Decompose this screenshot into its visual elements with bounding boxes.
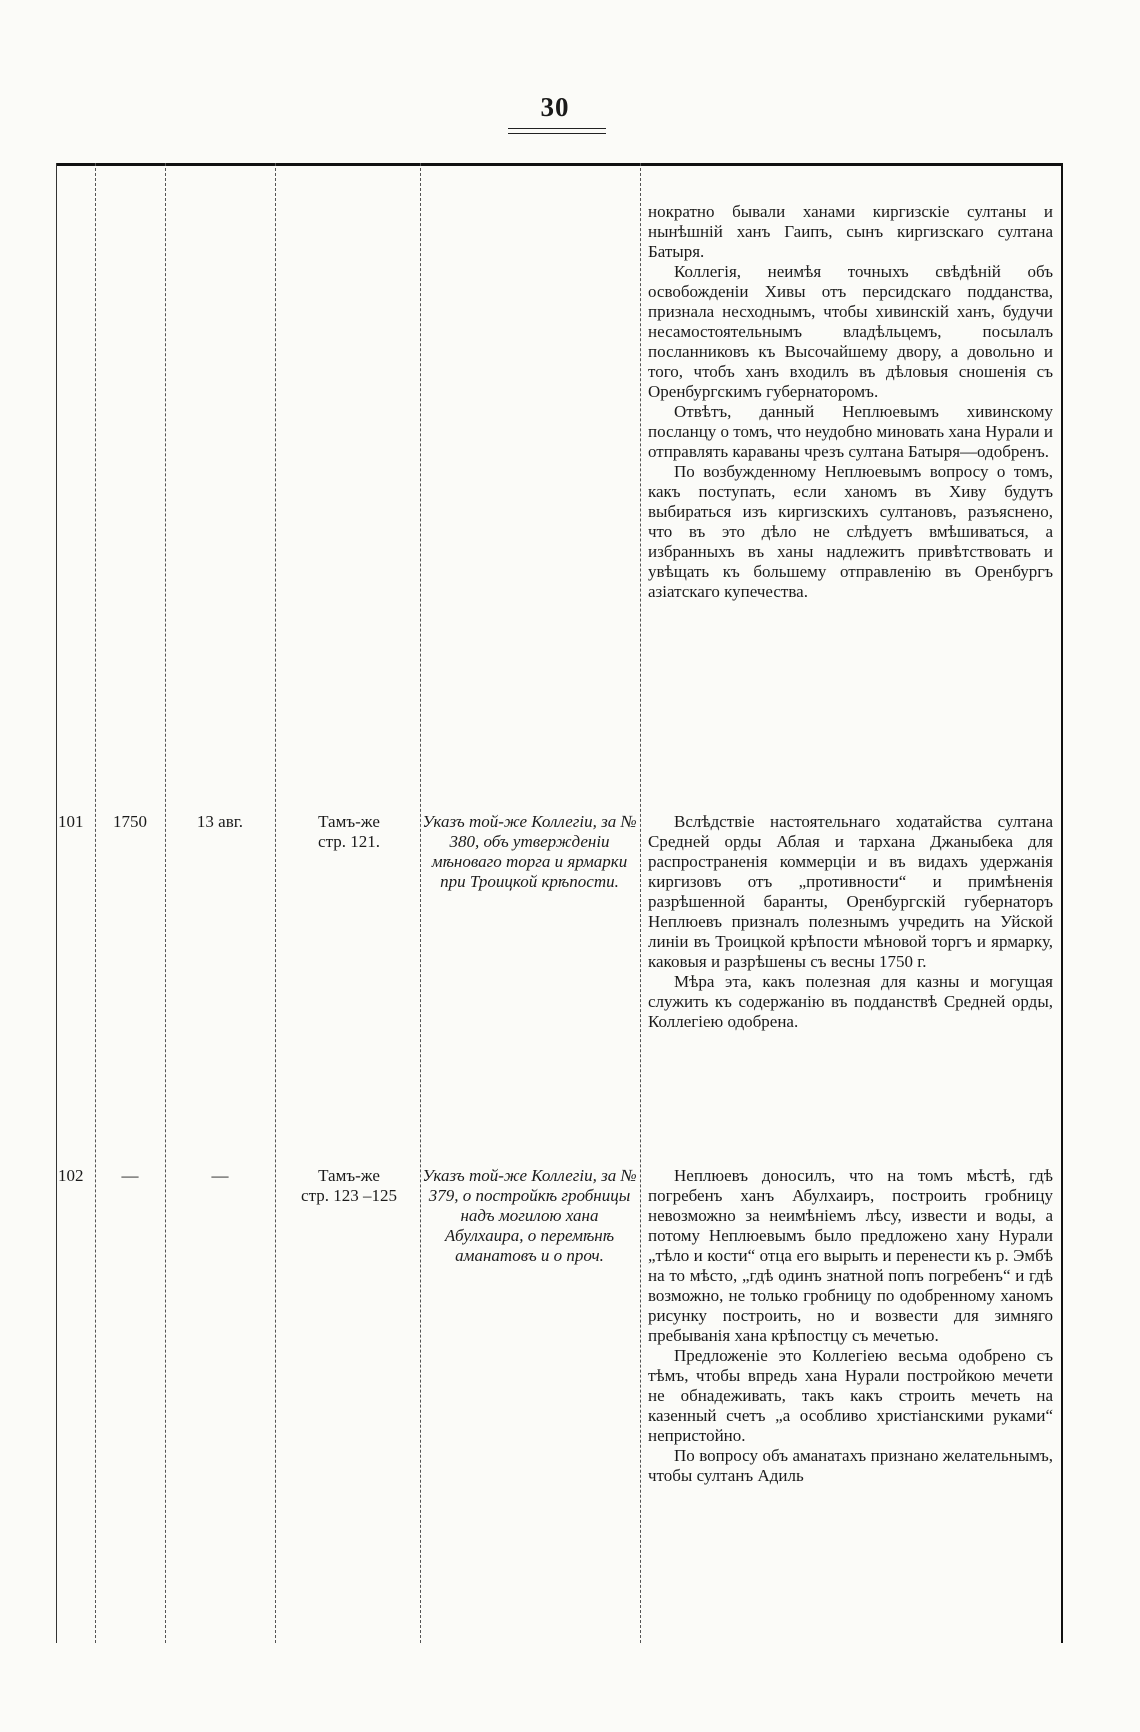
paragraph: По возбужденному Неплюевымъ вопросу о томъ, какъ поступать, если ханомъ въ Хиву будутъ выбираться изъ киргизскихъ султановъ, разъяснено, что въ это дѣло не слѣдуетъ вмѣшиваться, а избранныхъ въ ханы надлежитъ привѣтствовать и увѣщать къ большему отправленію въ Оренбургъ азіатскаго купечества. — [648, 462, 1053, 601]
table-right-border — [1061, 163, 1063, 1643]
entry-year: — — [121, 1166, 139, 1185]
source-line: Тамъ-же — [318, 1166, 380, 1185]
source-line: Тамъ-же — [318, 812, 380, 831]
paragraph: По вопросу объ аманатахъ признано желательнымъ, чтобы султанъ Адиль — [648, 1446, 1053, 1485]
source-line: стр. 123 –125 — [301, 1186, 397, 1205]
paragraph: Коллегія, неимѣя точныхъ свѣдѣній объ освобожденіи Хивы отъ персидскаго подданства, признала несходнымъ, чтобы хивинскій ханъ, будучи несамостоятельнымъ владѣльцемъ, посылалъ посланниковъ къ Высочайшему двору, а довольно и того, чтобъ ханъ входилъ въ дѣловыя сношенія съ Оренбургскимъ губернаторомъ. — [648, 262, 1053, 401]
entry-number: 101 — [58, 812, 84, 831]
column-divider-no — [95, 163, 96, 1643]
paragraph: нократно бывали ханами киргизскіе султаны и нынѣшній ханъ Гаипъ, сынъ киргизскаго султана Батыря. — [648, 202, 1053, 261]
entry-source — [278, 1166, 420, 1206]
entry-title: Указъ той-же Коллегіи, за № 379, о постройкѣ гробницы надъ могилою хана Абулхаира, о перемѣнѣ аманатовъ и о проч. — [422, 1166, 637, 1265]
table-left-border — [56, 163, 57, 1643]
entry-date: 13 авг. — [196, 812, 244, 831]
paragraph: Предложеніе это Коллегіею весьма одобрено съ тѣмъ, чтобы впредь хана Нурали постройкою мечети не обнадеживать, такъ какъ строить мечеть на казенный счетъ „а особливо христіанскими руками“ непристойно. — [648, 1346, 1053, 1445]
page-number-rule-upper — [508, 128, 606, 129]
page-number-rule-lower — [508, 133, 606, 134]
paragraph: Отвѣтъ, данный Неплюевымъ хивинскому посланцу о томъ, что неудобно миновать хана Нурали и отправлять караваны чрезъ султана Батыря—одобренъ. — [648, 402, 1053, 461]
page-number: 30 — [540, 92, 570, 122]
column-divider-source — [420, 163, 421, 1643]
entry-source — [282, 812, 416, 852]
entry-date: — — [211, 1166, 229, 1185]
column-divider-year — [165, 163, 166, 1643]
source-line: стр. 121. — [318, 832, 380, 851]
entry-text — [648, 812, 1053, 1032]
continuation-text — [648, 202, 1053, 602]
column-divider-title — [640, 163, 641, 1643]
entry-year: 1750 — [113, 812, 147, 831]
column-divider-date — [275, 163, 276, 1643]
entry-number: 102 — [58, 1166, 84, 1185]
table-top-rule — [56, 163, 1062, 166]
entry-text — [648, 1166, 1053, 1486]
entry-title: Указъ той-же Коллегіи, за № 380, объ утвержденіи мѣноваго торга и ярмарки при Троицкой крѣпости. — [422, 812, 637, 891]
paragraph: Неплюевъ доносилъ, что на томъ мѣстѣ, гдѣ погребенъ ханъ Абулхаиръ, построить гробницу невозможно за неимѣніемъ лѣсу, извести и воды, а потому Неплюевымъ было предложено хану Нурали „тѣло и кости“ отца его вырыть и перенести къ р. Эмбѣ на то мѣсто, „гдѣ одинъ знатной попъ погребенъ“ и гдѣ возможно, не только гробницу по одобренному ханомъ рисунку построить, но и возвести для зимняго пребыванія хана крѣпостцу съ мечетью. — [648, 1166, 1053, 1345]
paragraph: Вслѣдствіе настоятельнаго ходатайства султана Средней орды Аблая и тархана Джаныбека для распространенія коммерціи и въ видахъ удержанія киргизовъ отъ „противности“ и примѣненія разрѣшенной баранты, Оренбургскій губернаторъ Неплюевъ призналъ полезнымъ учредить на Уйской линіи въ Троицкой крѣпости мѣновой торгъ и ярмарку, каковыя и разрѣшены съ весны 1750 г. — [648, 812, 1053, 971]
paragraph: Мѣра эта, какъ полезная для казны и могущая служить къ содержанію въ подданствѣ Средней орды, Коллегіею одобрена. — [648, 972, 1053, 1031]
